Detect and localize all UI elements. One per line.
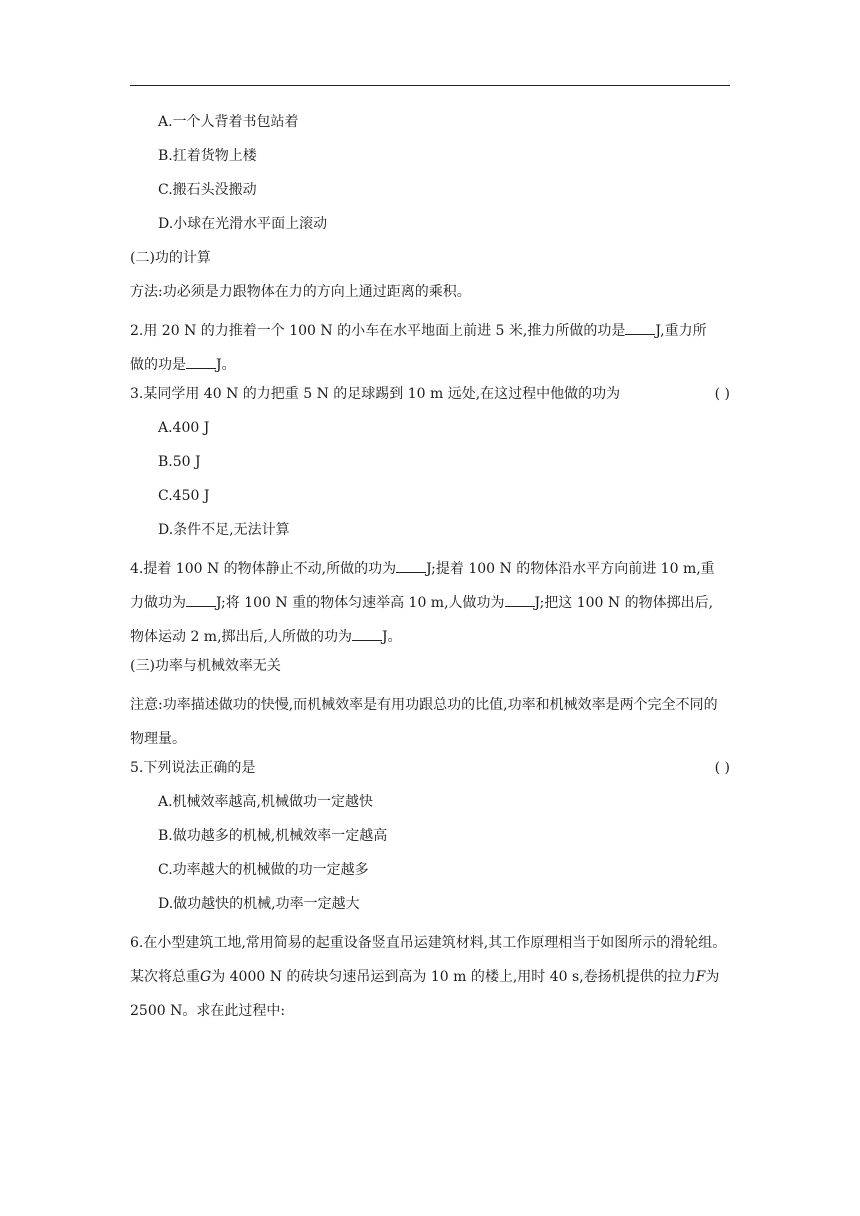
q4-text: J;提着 100 N 的物体沿水平方向前进 10 m,重 [426, 561, 715, 577]
q2-text: 做的功是 [130, 357, 186, 373]
section-title: (二)功的计算 [130, 250, 211, 266]
option-text: D.小球在光滑水平面上滚动 [158, 216, 328, 232]
option-c-q3 [130, 484, 730, 518]
document-content [130, 110, 730, 1028]
q5-text: 5.下列说法正确的是 [130, 760, 256, 776]
variable-g: G [200, 969, 212, 985]
section-title: (三)功率与机械效率无关 [130, 658, 281, 674]
option-text: B.50 J [158, 454, 201, 470]
option-a-q1 [130, 110, 730, 144]
q4-text: 4.提着 100 N 的物体静止不动,所做的功为 [130, 561, 397, 577]
option-c-q1 [130, 178, 730, 212]
option-text: A.一个人背着书包站着 [158, 114, 299, 130]
option-d-q3 [130, 518, 730, 552]
section-heading-2 [130, 246, 730, 280]
option-a-q5 [130, 790, 730, 824]
answer-blank[interactable] [186, 354, 216, 369]
section-heading-3 [130, 654, 730, 688]
option-text: C.450 J [158, 488, 210, 504]
option-d-q1 [130, 212, 730, 246]
question-2 [130, 314, 730, 382]
q6-text: 为 2500 N。求在此过程中: [130, 969, 720, 1019]
q4-text: 物体运动 2 m,掷出后,人所做的功为 [130, 629, 352, 645]
option-b-q5 [130, 824, 730, 858]
answer-parentheses[interactable]: ( ) [714, 386, 730, 402]
option-text: A.机械效率越高,机械做功一定越快 [158, 794, 374, 810]
question-6 [130, 926, 730, 1028]
question-5 [130, 756, 730, 790]
option-text: C.功率越大的机械做的功一定越多 [158, 862, 369, 878]
answer-parentheses[interactable]: ( ) [714, 760, 730, 776]
answer-blank[interactable] [505, 592, 535, 607]
method-note [130, 280, 730, 314]
q4-text: 力做功为 [130, 595, 186, 611]
option-b-q1 [130, 144, 730, 178]
option-d-q5 [130, 892, 730, 926]
q4-text: J。 [381, 629, 402, 645]
answer-blank[interactable] [352, 626, 382, 641]
option-text: B.扛着货物上楼 [158, 148, 257, 164]
variable-f: F [695, 969, 706, 985]
question-3 [130, 382, 730, 416]
question-4 [130, 552, 730, 654]
q4-text: J;将 100 N 重的物体匀速举高 10 m,人做功为 [216, 595, 505, 611]
q6-text: 为 4000 N 的砖块匀速吊运到高为 10 m 的楼上,用时 40 s,卷扬机提供的拉力 [211, 969, 696, 985]
q2-text: J。 [216, 357, 236, 373]
method-text: 方法:功必须是力跟物体在力的方向上通过距离的乘积。 [130, 284, 471, 300]
option-b-q3 [130, 450, 730, 484]
q4-text: J;把这 100 N 的物体掷出后, [534, 595, 714, 611]
option-text: B.做功越多的机械,机械效率一定越高 [158, 828, 388, 844]
q6-text: 6.在小型建筑工地,常用简易的起重设备竖直吊运建筑材料,其工作原理相当于如图所示的滑轮组。某次将总重 [130, 935, 727, 985]
q2-text: J,重力所 [655, 323, 707, 339]
q2-text: 2.用 20 N 的力推着一个 100 N 的小车在水平地面上前进 5 米,推力所做的功是 [130, 323, 626, 339]
option-c-q5 [130, 858, 730, 892]
q3-text: 3.某同学用 40 N 的力把重 5 N 的足球踢到 10 m 远处,在这过程中他做的功为 [130, 386, 621, 402]
answer-blank[interactable] [186, 592, 216, 607]
option-a-q3 [130, 416, 730, 450]
option-text: D.条件不足,无法计算 [158, 522, 290, 538]
option-text: A.400 J [158, 420, 210, 436]
answer-blank[interactable] [396, 558, 426, 573]
header-rule [130, 85, 730, 86]
option-text: C.搬石头没搬动 [158, 182, 257, 198]
attention-note [130, 688, 730, 756]
option-text: D.做功越快的机械,功率一定越大 [158, 896, 360, 912]
answer-blank[interactable] [625, 320, 655, 335]
note-text: 注意:功率描述做功的快慢,而机械效率是有用功跟总功的比值,功率和机械效率是两个完全不同的物理量。 [130, 697, 718, 747]
